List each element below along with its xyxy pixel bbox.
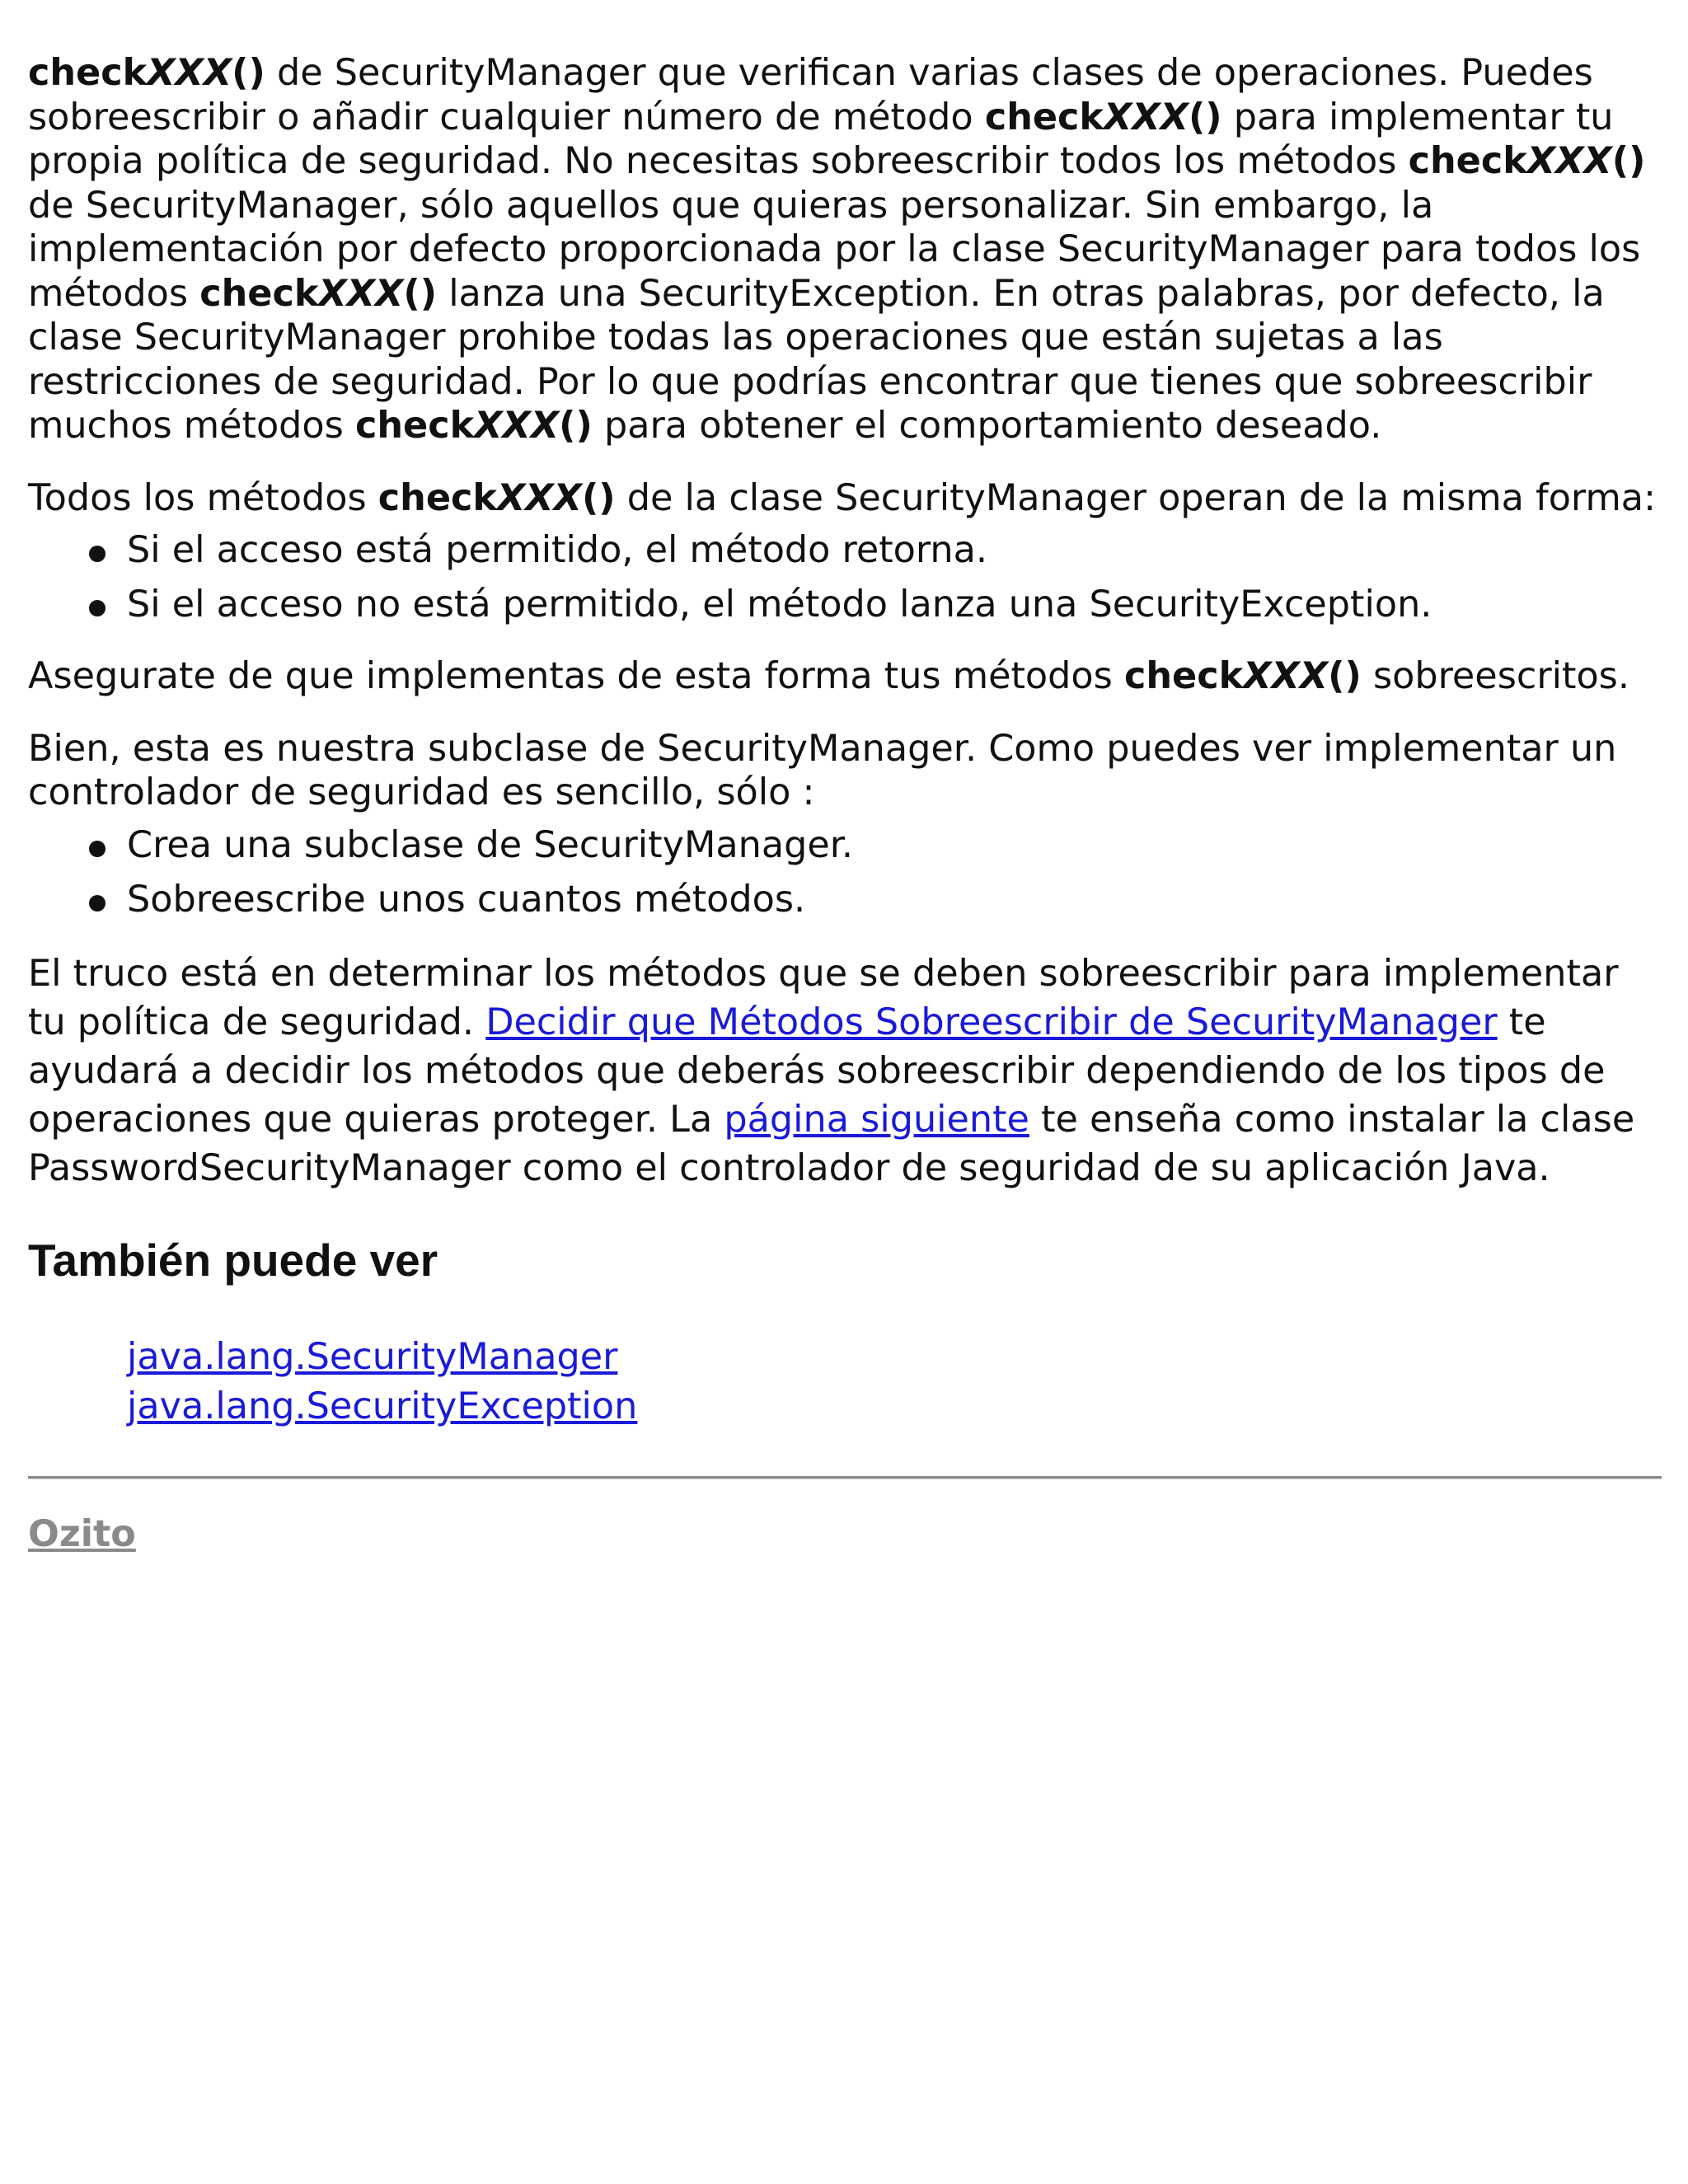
method-name: checkXXX() (1408, 140, 1646, 182)
method-name: checkXXX() (1123, 655, 1362, 697)
see-also-links (28, 1333, 1662, 1432)
divider (28, 1476, 1662, 1479)
list-item: Crea una subclase de SecurityManager. (127, 823, 1662, 867)
footer (28, 1512, 1662, 1557)
steps-list (28, 823, 1662, 921)
list-item: Si el acceso no está permitido, el método lanza una SecurityException. (127, 583, 1662, 626)
method-name: checkXXX() (354, 405, 593, 447)
subclass-paragraph: Bien, esta es nuestra subclase de SecurityManager. Como puedes ver implementar un controlador de seguridad es sencillo, sólo : (28, 727, 1617, 813)
list-item: Si el acceso está permitido, el método retorna. (127, 528, 1662, 572)
same-way-paragraph: Todos los métodos checkXXX() de la clase SecurityManager operan de la misma forma: (28, 476, 1657, 519)
list-item: Sobreescribe unos cuantos métodos. (127, 878, 1662, 921)
ensure-paragraph: Asegurate de que implementas de esta forma tus métodos checkXXX() sobreescritos. (28, 655, 1630, 697)
see-also-heading: También puede ver (28, 1234, 438, 1286)
security-manager-link[interactable]: java.lang.SecurityManager (127, 1335, 618, 1378)
method-name: checkXXX() (199, 272, 438, 315)
ozito-link[interactable]: Ozito (28, 1512, 136, 1555)
trick-paragraph: El truco está en determinar los métodos que se deben sobreescribir para implementar tu política de seguridad. Decidir que Métodos Sobreescribir de SecurityManager te ayudará a decidir los métodos que deberás sobreescribir dependiendo de los tipos de operaciones que quieras proteger. La página siguiente te enseña como instalar la clase PasswordSecurityManager como el controlador de seguridad de su aplicación Java. (28, 952, 1635, 1189)
intro-paragraph: checkXXX() de SecurityManager que verifican varias clases de operaciones. Puedes sobreescribir o añadir cualquier número de método checkXXX() para implementar tu propia política de seguridad. No necesitas sobreescribir todos los métodos checkXXX() de SecurityManager, sólo aquellos que quieras personalizar. Sin embargo, la implementación por defecto proporcionada por la clase SecurityManager para todos los métodos checkXXX() lanza una SecurityException. En otras palabras, por defecto, la clase SecurityManager prohibe todas las operaciones que están sujetas a las restricciones de seguridad. Por lo que podrías encontrar que tienes que sobreescribir muchos métodos checkXXX() para obtener el comportamiento deseado. (28, 52, 1646, 447)
method-name: checkXXX() (377, 476, 616, 519)
security-exception-link[interactable]: java.lang.SecurityException (127, 1385, 638, 1427)
pagina-siguiente-link[interactable]: página siguiente (724, 1098, 1029, 1141)
rules-list (28, 528, 1662, 626)
decidir-metodos-link[interactable]: Decidir que Métodos Sobreescribir de SecurityManager (485, 1001, 1498, 1043)
method-name: checkXXX() (28, 52, 265, 94)
method-name: checkXXX() (984, 96, 1222, 138)
